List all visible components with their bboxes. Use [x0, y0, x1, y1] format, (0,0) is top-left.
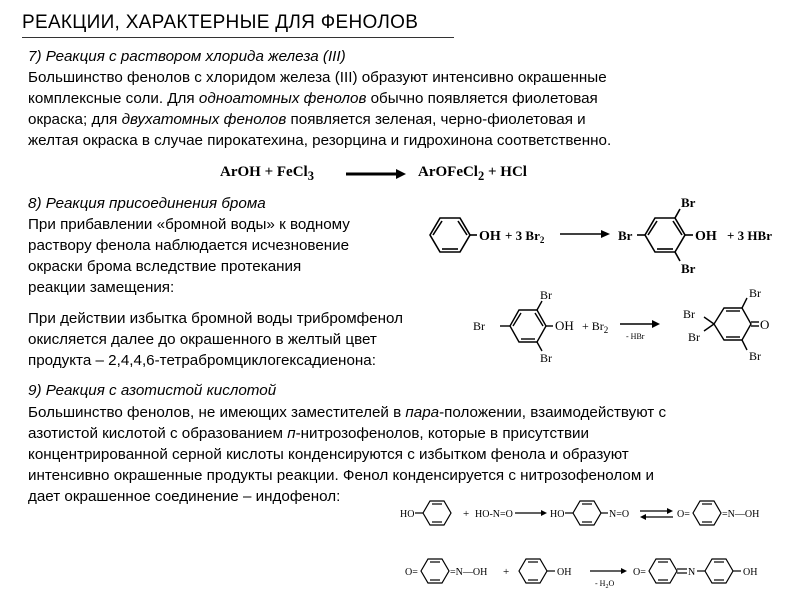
s8-p1-line-1: При прибавлении «бромной воды» к водному	[28, 216, 350, 233]
row2-plus: +	[503, 566, 510, 578]
ketone-o-label: O	[760, 317, 770, 332]
s8-p1-line-3: окраски брома вследствие протекания	[28, 258, 302, 275]
s9-line-4: интенсивно окрашенные продукты реакции. Фенол конденсируется с нитрозофенолом и	[28, 467, 655, 484]
row1-arrow-1	[515, 510, 547, 516]
row2-quinone-oxime	[421, 559, 449, 583]
section-9-heading: 9) Реакция с азотистой кислотой	[28, 382, 277, 399]
row1-nitrous-acid: HO-N=O	[475, 509, 513, 520]
bromination-scheme	[415, 195, 795, 275]
minus-hbr: - HBr	[626, 332, 645, 341]
tbp2-oh-label: OH	[555, 318, 574, 333]
row1-phenol	[415, 501, 451, 525]
phenol-structure	[430, 218, 477, 252]
row2-arrow	[590, 568, 627, 574]
br2-left: Br	[473, 319, 485, 333]
row1-plus: +	[463, 508, 470, 520]
br3-bottom: Br	[749, 349, 761, 363]
s8-p2-line-3: продукта – 2,4,4,6-тетрабромциклогексадиенона:	[28, 352, 376, 369]
plus-3hbr: + 3 HBr	[727, 228, 772, 243]
s7-line-2: комплексные соли. Для одноатомных фенолов обычно появляется фиолетовая	[28, 90, 598, 107]
row1-nitrosophenol	[565, 501, 608, 525]
s9-line-2: азотистой кислотой с образованием п-нитрозофенолов, которые в присутствии	[28, 425, 590, 442]
indophenol-oh: OH	[743, 567, 758, 578]
page-title: РЕАКЦИИ, ХАРАКТЕРНЫЕ ДЛЯ ФЕНОЛОВ	[22, 12, 419, 33]
fecl3-equation-left: ArOH + FeCl$_3$	[220, 164, 314, 183]
nitrosation-scheme-row-1	[395, 492, 795, 536]
fecl3-equation-right: ArOFeCl$_2$ + HCl	[418, 164, 527, 183]
row2-minus-h2o: - $H_2O$	[595, 579, 615, 590]
plus-br2: + $Br_2$	[582, 319, 609, 335]
br-top: Br	[681, 195, 696, 210]
row1-o-eq: O=	[677, 509, 690, 520]
section-7-heading: 7) Реакция с раствором хлорида железа (III)	[28, 48, 346, 65]
row2-n-oh: =N—OH	[450, 567, 488, 578]
tbp-oh-label: OH	[695, 229, 717, 244]
arrow-2	[620, 320, 660, 328]
row1-quinone-oxime	[693, 501, 721, 525]
reaction-arrow	[344, 166, 408, 182]
br3-left-b: Br	[688, 330, 700, 344]
tetrabromocyclohexadienone-structure	[704, 298, 759, 350]
row2-phenol	[519, 559, 555, 583]
br-bottom: Br	[681, 261, 696, 275]
section-8-heading: 8) Реакция присоединения брома	[28, 195, 266, 212]
row1-equilibrium-arrows	[640, 508, 673, 520]
title-underline	[22, 37, 454, 38]
row2-oh: OH	[557, 567, 572, 578]
br2-top: Br	[540, 288, 552, 302]
row1-n-oh: =N—OH	[722, 509, 760, 520]
br-left: Br	[618, 228, 633, 243]
row1-n-eq-o: N=O	[609, 509, 630, 520]
s9-line-5: дает окрашенное соединение – индофенол:	[28, 488, 341, 505]
s9-line-1: Большинство фенолов, не имеющих заместителей в пара-положении, взаимодействуют с	[28, 404, 667, 421]
s8-p2-line-1: При действии избытка бромной воды трибромфенол	[28, 310, 403, 327]
row2-o-eq: O=	[405, 567, 418, 578]
s7-line-3: окраска; для двухатомных фенолов появляется зеленая, черно-фиолетовая и	[28, 111, 586, 128]
oxidation-scheme	[470, 283, 790, 369]
tribromophenol-structure	[637, 209, 693, 261]
arrow-1	[560, 230, 610, 238]
nitrosation-scheme-row-2	[395, 548, 795, 596]
br2-bottom: Br	[540, 351, 552, 365]
s7-line-1: Большинство фенолов с хлоридом железа (III) образуют интенсивно окрашенные	[28, 69, 607, 86]
row1-ho-2: HO	[550, 509, 565, 520]
indophenol-n: N	[688, 567, 696, 578]
s8-p1-line-2: раствору фенола наблюдается исчезновение	[28, 237, 350, 254]
br3-top: Br	[749, 286, 761, 300]
s9-line-3: концентрированной серной кислоты конденсируются с избытком фенола и образуют	[28, 446, 629, 463]
br3-left-a: Br	[683, 307, 695, 321]
tribromophenol-structure-2	[500, 301, 553, 351]
phenol-oh-label: OH	[479, 229, 501, 244]
s8-p2-line-2: окисляется далее до окрашенного в желтый цвет	[28, 331, 377, 348]
plus-3br2: + 3 $Br_2$	[505, 228, 545, 245]
s8-p1-line-4: реакции замещения:	[28, 279, 175, 296]
row2-o-eq-2: O=	[633, 567, 646, 578]
s7-line-4: желтая окраска в случае пирокатехина, резорцина и гидрохинона соответственно.	[28, 132, 612, 149]
row1-ho: HO	[400, 509, 415, 520]
